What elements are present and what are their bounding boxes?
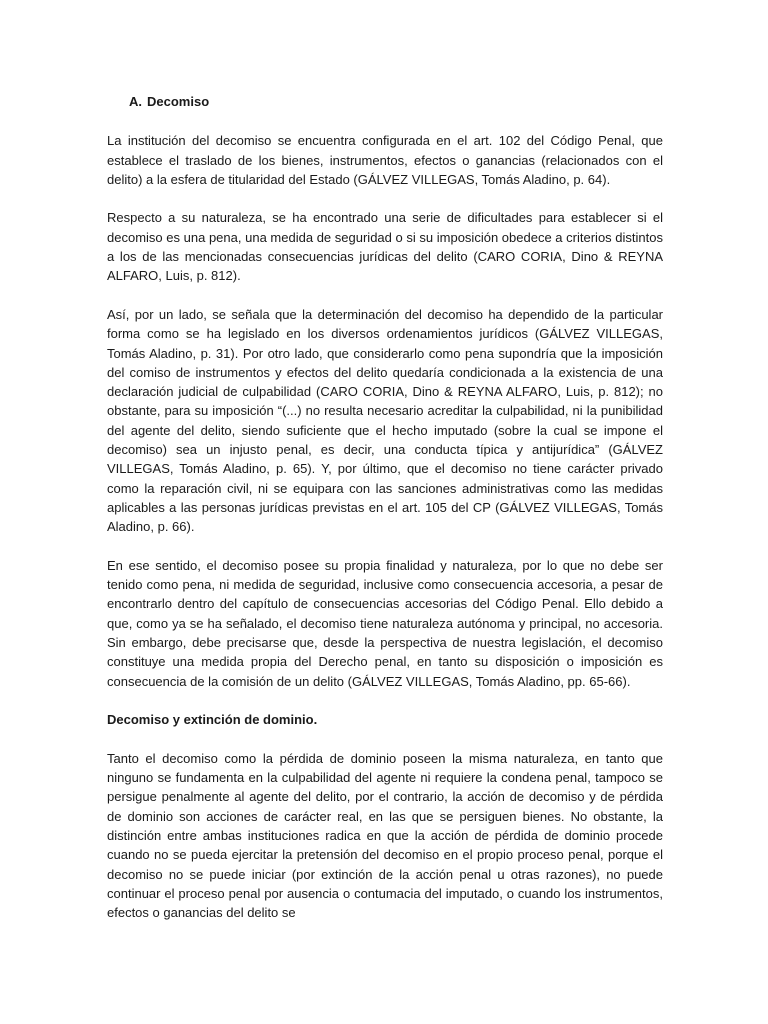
section-heading (129, 92, 663, 111)
paragraph-3: Así, por un lado, se señala que la determinación del decomiso ha dependido de la particular forma como se ha legislado en los diversos ordenamientos jurídicos (GÁLVEZ VILLEGAS, Tomás Aladino, p. 31). Por otro lado, que considerarlo como pena supondría que la imposición del comiso de instrumentos y efectos del delito quedaría condicionada a la existencia de una declaración judicial de culpabilidad (CARO CORIA, Dino & REYNA ALFARO, Luis, p. 812); no obstante, para su imposición “(...) no resulta necesario acreditar la culpabilidad, ni la punibilidad del agente del delito, siendo suficiente que el hecho imputado (sobre la cual se impone el decomiso) sea un injusto penal, es decir, una conducta típica y antijurídica” (GÁLVEZ VILLEGAS, Tomás Aladino, p. 65). Y, por último, que el decomiso no tiene carácter privado como la reparación civil, ni se equipara con las sanciones administrativas como las medidas aplicables a las personas jurídicas previstas en el art. 105 del CP (GÁLVEZ VILLEGAS, Tomás Aladino, p. 66). (107, 306, 663, 535)
section-title: Decomiso (147, 94, 210, 109)
section-marker: A. (129, 94, 142, 109)
paragraph-final: Tanto el decomiso como la pérdida de dominio poseen la misma naturaleza, en tanto que ninguno se fundamenta en la culpabilidad del agente ni requiere la condena penal, tampoco se persigue penalmente al agente del delito, por el contrario, la acción de decomiso y de pérdida de dominio son acciones de carácter real, en las que se persiguen bienes. No obstante, la distinción entre ambas instituciones radica en que la acción de pérdida de dominio procede cuando no se pueda ejercitar la pretensión del decomiso en el propio proceso penal, porque el decomiso no se puede iniciar (por extinción de la acción penal u otras razones), no puede continuar el proceso penal por ausencia o contumacia del imputado, o cuando los instrumentos, efectos o ganancias del delito se (107, 750, 663, 921)
paragraph-4: En ese sentido, el decomiso posee su propia finalidad y naturaleza, por lo que no debe ser tenido como pena, ni medida de seguridad, inclusive como consecuencia accesoria, a pesar de encontrarlo dentro del capítulo de consecuencias accesorias del Código Penal. Ello debido a que, como ya se ha señalado, el decomiso tiene naturaleza autónoma y principal, no accesoria. Sin embargo, debe precisarse que, desde la perspectiva de nuestra legislación, el decomiso constituye una medida propia del Derecho penal, en tanto su disposición o imposición es consecuencia de la comisión de un delito (GÁLVEZ VILLEGAS, Tomás Aladino, pp. 65-66). (107, 557, 663, 689)
document-page (107, 92, 663, 942)
paragraph-2: Respecto a su naturaleza, se ha encontrado una serie de dificultades para establecer si el decomiso es una pena, una medida de seguridad o si su imposición obedece a criterios distintos a los de las mencionadas consecuencias jurídicas del delito (CARO CORIA, Dino & REYNA ALFARO, Luis, p. 812). (107, 210, 663, 284)
paragraph-1: La institución del decomiso se encuentra configurada en el art. 102 del Código Penal, que establece el traslado de los bienes, instrumentos, efectos o ganancias (relacionados con el delito) a la esfera de titularidad del Estado (GÁLVEZ VILLEGAS, Tomás Aladino, p. 64). (107, 133, 663, 187)
subheading: Decomiso y extinción de dominio. (107, 712, 318, 728)
